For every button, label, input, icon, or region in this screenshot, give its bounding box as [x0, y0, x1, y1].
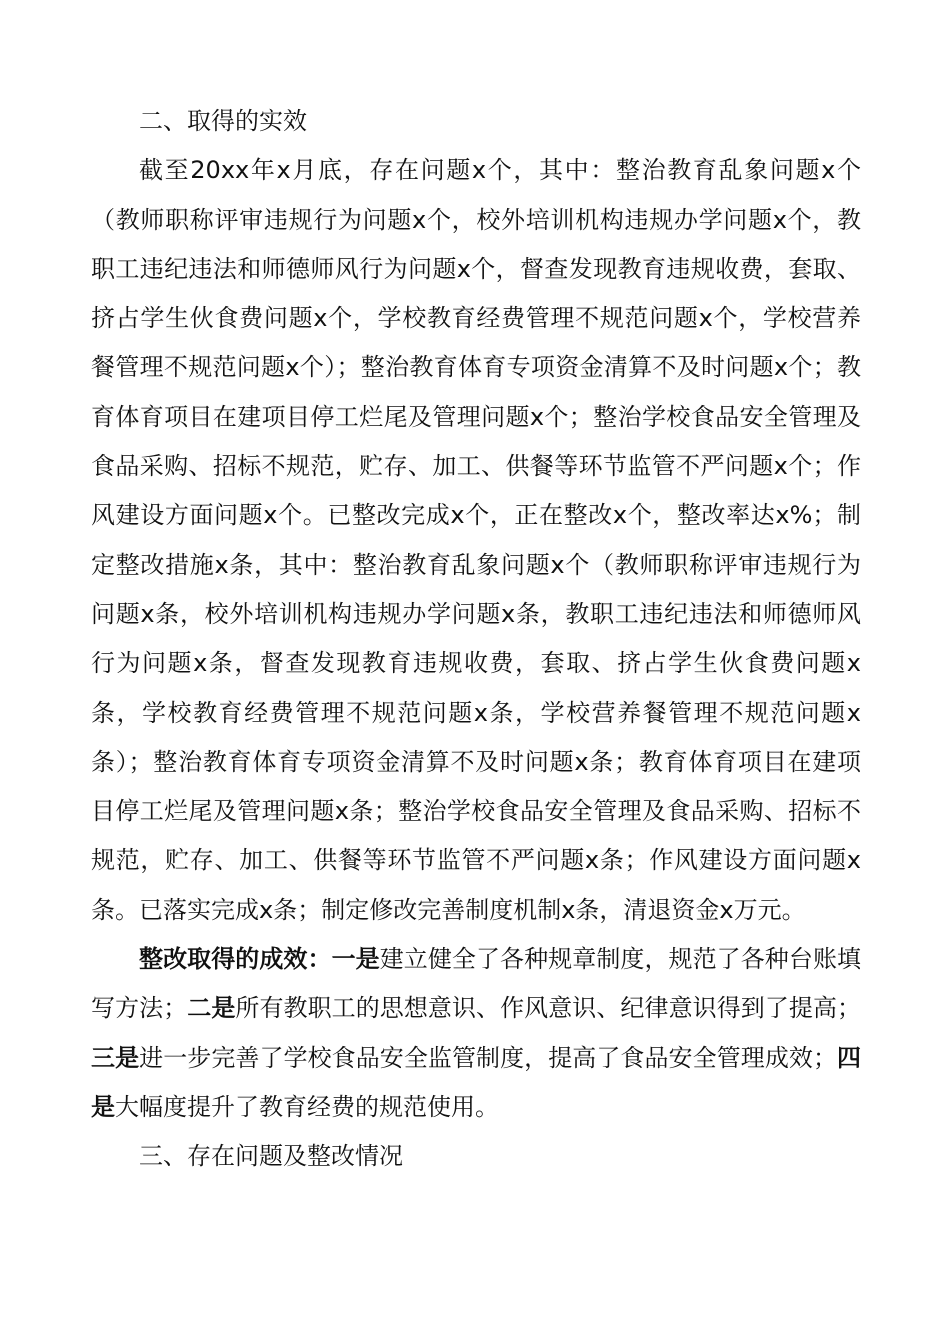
effect-1-text: 建立健全了各种规章制度，规范了各种台账填写方法； [91, 945, 862, 1023]
effect-4-label: 四是 [91, 1043, 862, 1121]
effect-3-text: 进一步完善了学校食品安全监管制度，提高了食品安全管理成效； [139, 1043, 837, 1072]
effects-lead: 整改取得的成效： [139, 945, 332, 974]
section-heading-problems: 三、存在问题及整改情况 [139, 1142, 403, 1171]
effect-2-label: 二是 [187, 994, 236, 1023]
paragraph-statistics: 截至20xx年x月底，存在问题x个，其中：整治教育乱象问题x个（教师职称评审违规行为问题x个，校外培训机构违规办学问题x个，教职工违纪违法和师德师风行为问题x个，督查发现教育违规收费，套取、挤占学生伙食费问题x个，学校教育经费管理不规范问题x个，学校营养餐管理不规范问题x个）；整治教育体育专项资金清算不及时问题x个；教育体育项目在建项目停工烂尾及管理问题x个；整治学校食品安全管理及食品采购、招标不规范，贮存、加工、供餐等环节监管不严问题x个；作风建设方面问题x个。已整改完成x个，正在整改x个，整改率达x%；制定整改措施x条，其中：整治教育乱象问题x个（教师职称评审违规行为问题x条，校外培训机构违规办学问题x条，教职工违纪违法和师德师风行为问题x条，督查发现教育违规收费，套取、挤占学生伙食费问题x条，学校教育经费管理不规范问题x条，学校营养餐管理不规范问题x条）；整治教育体育专项资金清算不及时问题x条；教育体育项目在建项目停工烂尾及管理问题x条；整治学校食品安全管理及食品采购、招标不规范，贮存、加工、供餐等环节监管不严问题x条；作风建设方面问题x条。已落实完成x条；制定修改完善制度机制x条，清退资金x万元。 [91, 156, 861, 924]
effect-1-label: 一是 [331, 945, 380, 974]
effect-2-text: 所有教职工的思想意识、作风意识、纪律意识得到了提高； [235, 994, 862, 1023]
section-heading-achievements: 二、取得的实效 [139, 107, 307, 135]
paragraph-effects [91, 935, 861, 1132]
effect-3-label: 三是 [91, 1043, 140, 1072]
effect-4-text: 大幅度提升了教育经费的规范使用。 [115, 1092, 499, 1121]
document-body [91, 97, 861, 1182]
